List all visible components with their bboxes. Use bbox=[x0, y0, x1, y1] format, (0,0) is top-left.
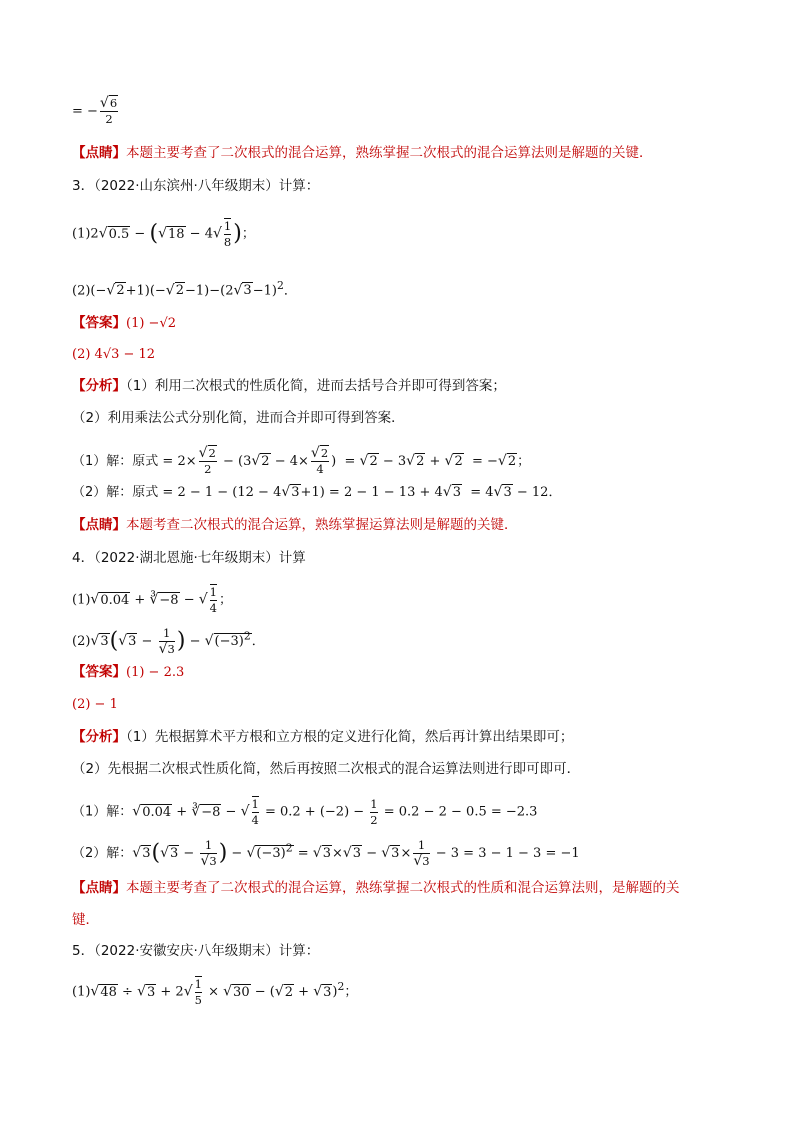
comment-tag: 【点睛】 bbox=[72, 145, 126, 161]
line-1-result: = − $\frac{√6}{2}$ bbox=[72, 95, 118, 126]
question-4-title: 4．（2022·湖北恩施·七年级期末）计算 bbox=[72, 550, 306, 566]
analysis-line-3 bbox=[72, 376, 506, 396]
answer-tag: 【答案】 bbox=[72, 315, 126, 331]
solution-4-1: （1）解：√0.04 + ∛−8 − √ $\frac{1}{4}$ = 0.2 + (−2) − $\frac{1}{2}$ = 0.2 − 2 − 0.5 = −2.3 bbox=[72, 796, 538, 827]
analysis-tag: 【分析】 bbox=[72, 729, 126, 745]
analysis-text: （1）先根据算术平方根和立方根的定义进行化简，然后再计算出结果即可； bbox=[126, 729, 574, 745]
answer-tag: 【答案】 bbox=[72, 664, 126, 680]
comment-text: 本题主要考查了二次根式的混合运算，熟练掌握二次根式的混合运算法则是解题的关键． bbox=[126, 145, 653, 161]
question-3-title: 3．（2022·山东滨州·八年级期末）计算： bbox=[72, 178, 320, 194]
answer-line-4 bbox=[72, 662, 184, 683]
question-4-part-2: (2)√3(√3 − $\frac{1}{√3}$ ) − $√(-3)^2$． bbox=[72, 626, 265, 657]
analysis-line-4-2: （2）先根据二次根式性质化简，然后再按照二次根式的混合运算法则进行即可即可． bbox=[72, 761, 581, 777]
comment-line-3 bbox=[72, 515, 518, 535]
question-5-part-1: (1)√48 ÷ √3 + 2√ $\frac{1}{5}$ × $√30 - (√2 + √3)^2$； bbox=[72, 977, 358, 1007]
answer-line-3-2: (2) 4√3 − 12 bbox=[72, 347, 156, 362]
comment-line-4-2: 键． bbox=[72, 912, 99, 928]
solution-3-2: （2）解：原式 = 2 − 1 − (12 − 4√3+1) = 2 − 1 − 13 + 4√3 = 4√3 − 12． bbox=[72, 484, 562, 500]
question-5-title: 5．（2022·安徽安庆·八年级期末）计算： bbox=[72, 943, 320, 959]
analysis-tag: 【分析】 bbox=[72, 378, 126, 394]
answer-line-3 bbox=[72, 313, 176, 334]
answer-text: (1) − 2.3 bbox=[126, 665, 185, 680]
answer-text: (1) −√2 bbox=[126, 316, 176, 331]
comment-tag: 【点睛】 bbox=[72, 517, 126, 533]
comment-text: 本题考查二次根式的混合运算，熟练掌握运算法则是解题的关键． bbox=[126, 517, 518, 533]
question-4-part-1: (1)√0.04 + ∛−8 − √ $\frac{1}{4}$ ； bbox=[72, 585, 232, 615]
comment-text: 本题主要考查了二次根式的混合运算，熟练掌握二次根式的性质和混合运算法则，是解题的关 bbox=[126, 880, 680, 896]
analysis-line-4 bbox=[72, 727, 573, 747]
comment-tag: 【点睛】 bbox=[72, 880, 126, 896]
analysis-line-3-2: （2）利用乘法公式分别化简，进而合并即可得到答案． bbox=[72, 410, 405, 426]
question-3-part-2: $(2)(-√2+1)(-√2-1)-(2√3-1)^2$． bbox=[72, 279, 297, 299]
question-3-part-1: (1)2√0.5 − (√18 − 4√ $\frac{1}{8}$ )； bbox=[72, 219, 255, 249]
analysis-text: （1）利用二次根式的性质化简，进而去括号合并即可得到答案； bbox=[126, 378, 506, 394]
solution-4-2: （2）解：√3(√3 − $\frac{1}{√3}$ ) − $√(-3)^2 = √3\times√3 - √3\times$ $\frac{1}{√3}$ − 3 = 3 − 1 − 3 = −1 bbox=[72, 838, 580, 869]
answer-line-4-2: (2) − 1 bbox=[72, 697, 118, 712]
solution-3-1: （1）解：原式 = 2× $\frac{√2}{2}$ − (3√2 − 4× $\frac{√2}{4}$ ) = √2 − 3√2 + √2 = −√2； bbox=[72, 445, 531, 476]
comment-line-4 bbox=[72, 878, 680, 898]
comment-line-1 bbox=[72, 143, 653, 163]
